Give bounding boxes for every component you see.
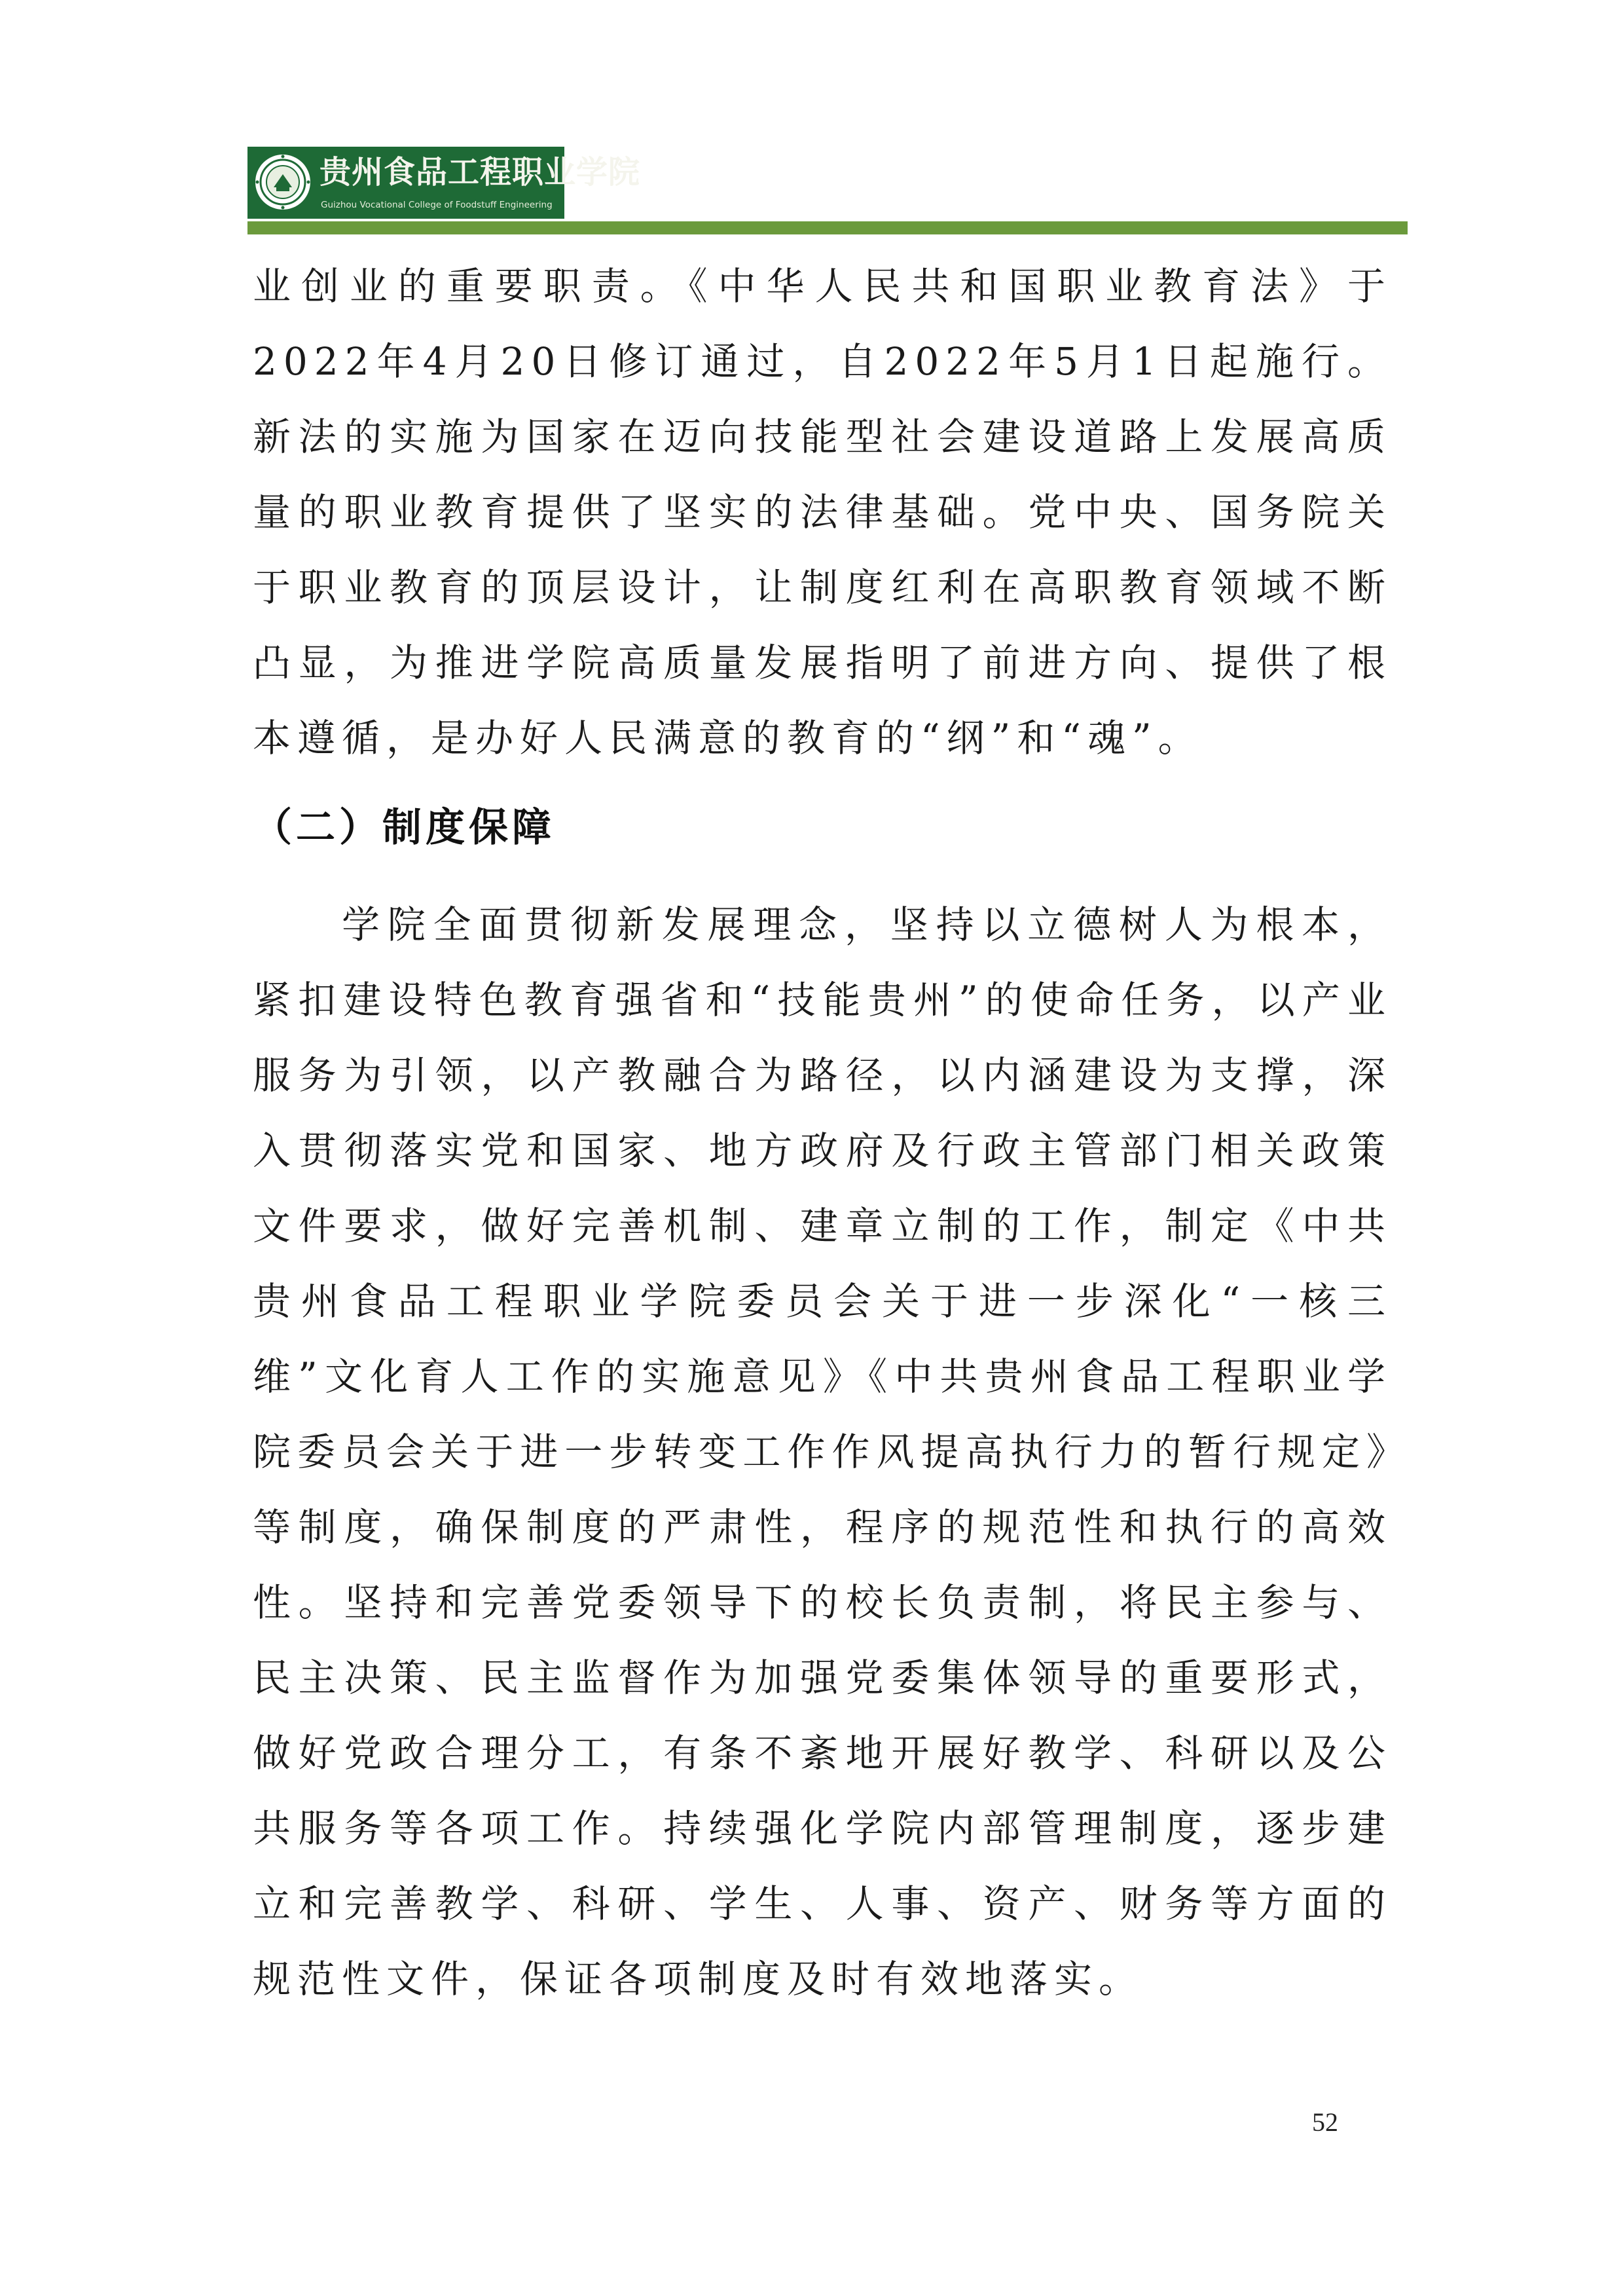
college-seal-icon bbox=[251, 151, 314, 213]
section-heading: （二）制度保障 bbox=[253, 805, 555, 851]
logo-english-name: Guizhou Vocational College of Foodstuff Engineering bbox=[321, 200, 553, 210]
page-content bbox=[253, 249, 1392, 2017]
body-paragraph-1: 业创业的重要职责。《中华人民共和国职业教育法》于2022年4月20日修订通过，自2022年5月1日起施行。新法的实施为国家在迈向技能型社会建设道路上发展高质量的职业教育提供了坚实的法律基础。党中央、国务院关于职业教育的顶层设计，让制度红利在高职教育领域不断凸显，为推进学院高质量发展指明了前进方向、提供了根本遵循，是办好人民满意的教育的“纲”和“魂”。 bbox=[253, 264, 1392, 760]
college-logo bbox=[247, 147, 641, 219]
body-paragraph-2: 学院全面贯彻新发展理念，坚持以立德树人为根本，紧扣建设特色教育强省和“技能贵州”的使命任务，以产业服务为引领，以产教融合为路径，以内涵建设为支撑，深入贯彻落实党和国家、地方政府及行政主管部门相关政策文件要求，做好完善机制、建章立制的工作，制定《中共贵州食品工程职业学院委员会关于进一步深化“一核三维”文化育人工作的实施意见》《中共贵州食品工程职业学院委员会关于进一步转变工作作风提高执行力的暂行规定》等制度，确保制度的严肃性，程序的规范性和执行的高效性。坚持和完善党委领导下的校长负责制，将民主参与、民主决策、民主监督作为加强党委集体领导的重要形式，做好党政合理分工，有条不紊地开展好教学、科研以及公共服务等各项工作。持续强化学院内部管理制度，逐步建立和完善教学、科研、学生、人事、资产、财务等方面的规范性文件，保证各项制度及时有效地落实。 bbox=[253, 902, 1392, 2001]
page-header bbox=[247, 140, 1408, 224]
logo-chinese-name: 贵州食品工程职业学院 bbox=[319, 154, 641, 191]
header-divider bbox=[247, 221, 1408, 234]
page-number: 52 bbox=[1312, 2107, 1338, 2137]
